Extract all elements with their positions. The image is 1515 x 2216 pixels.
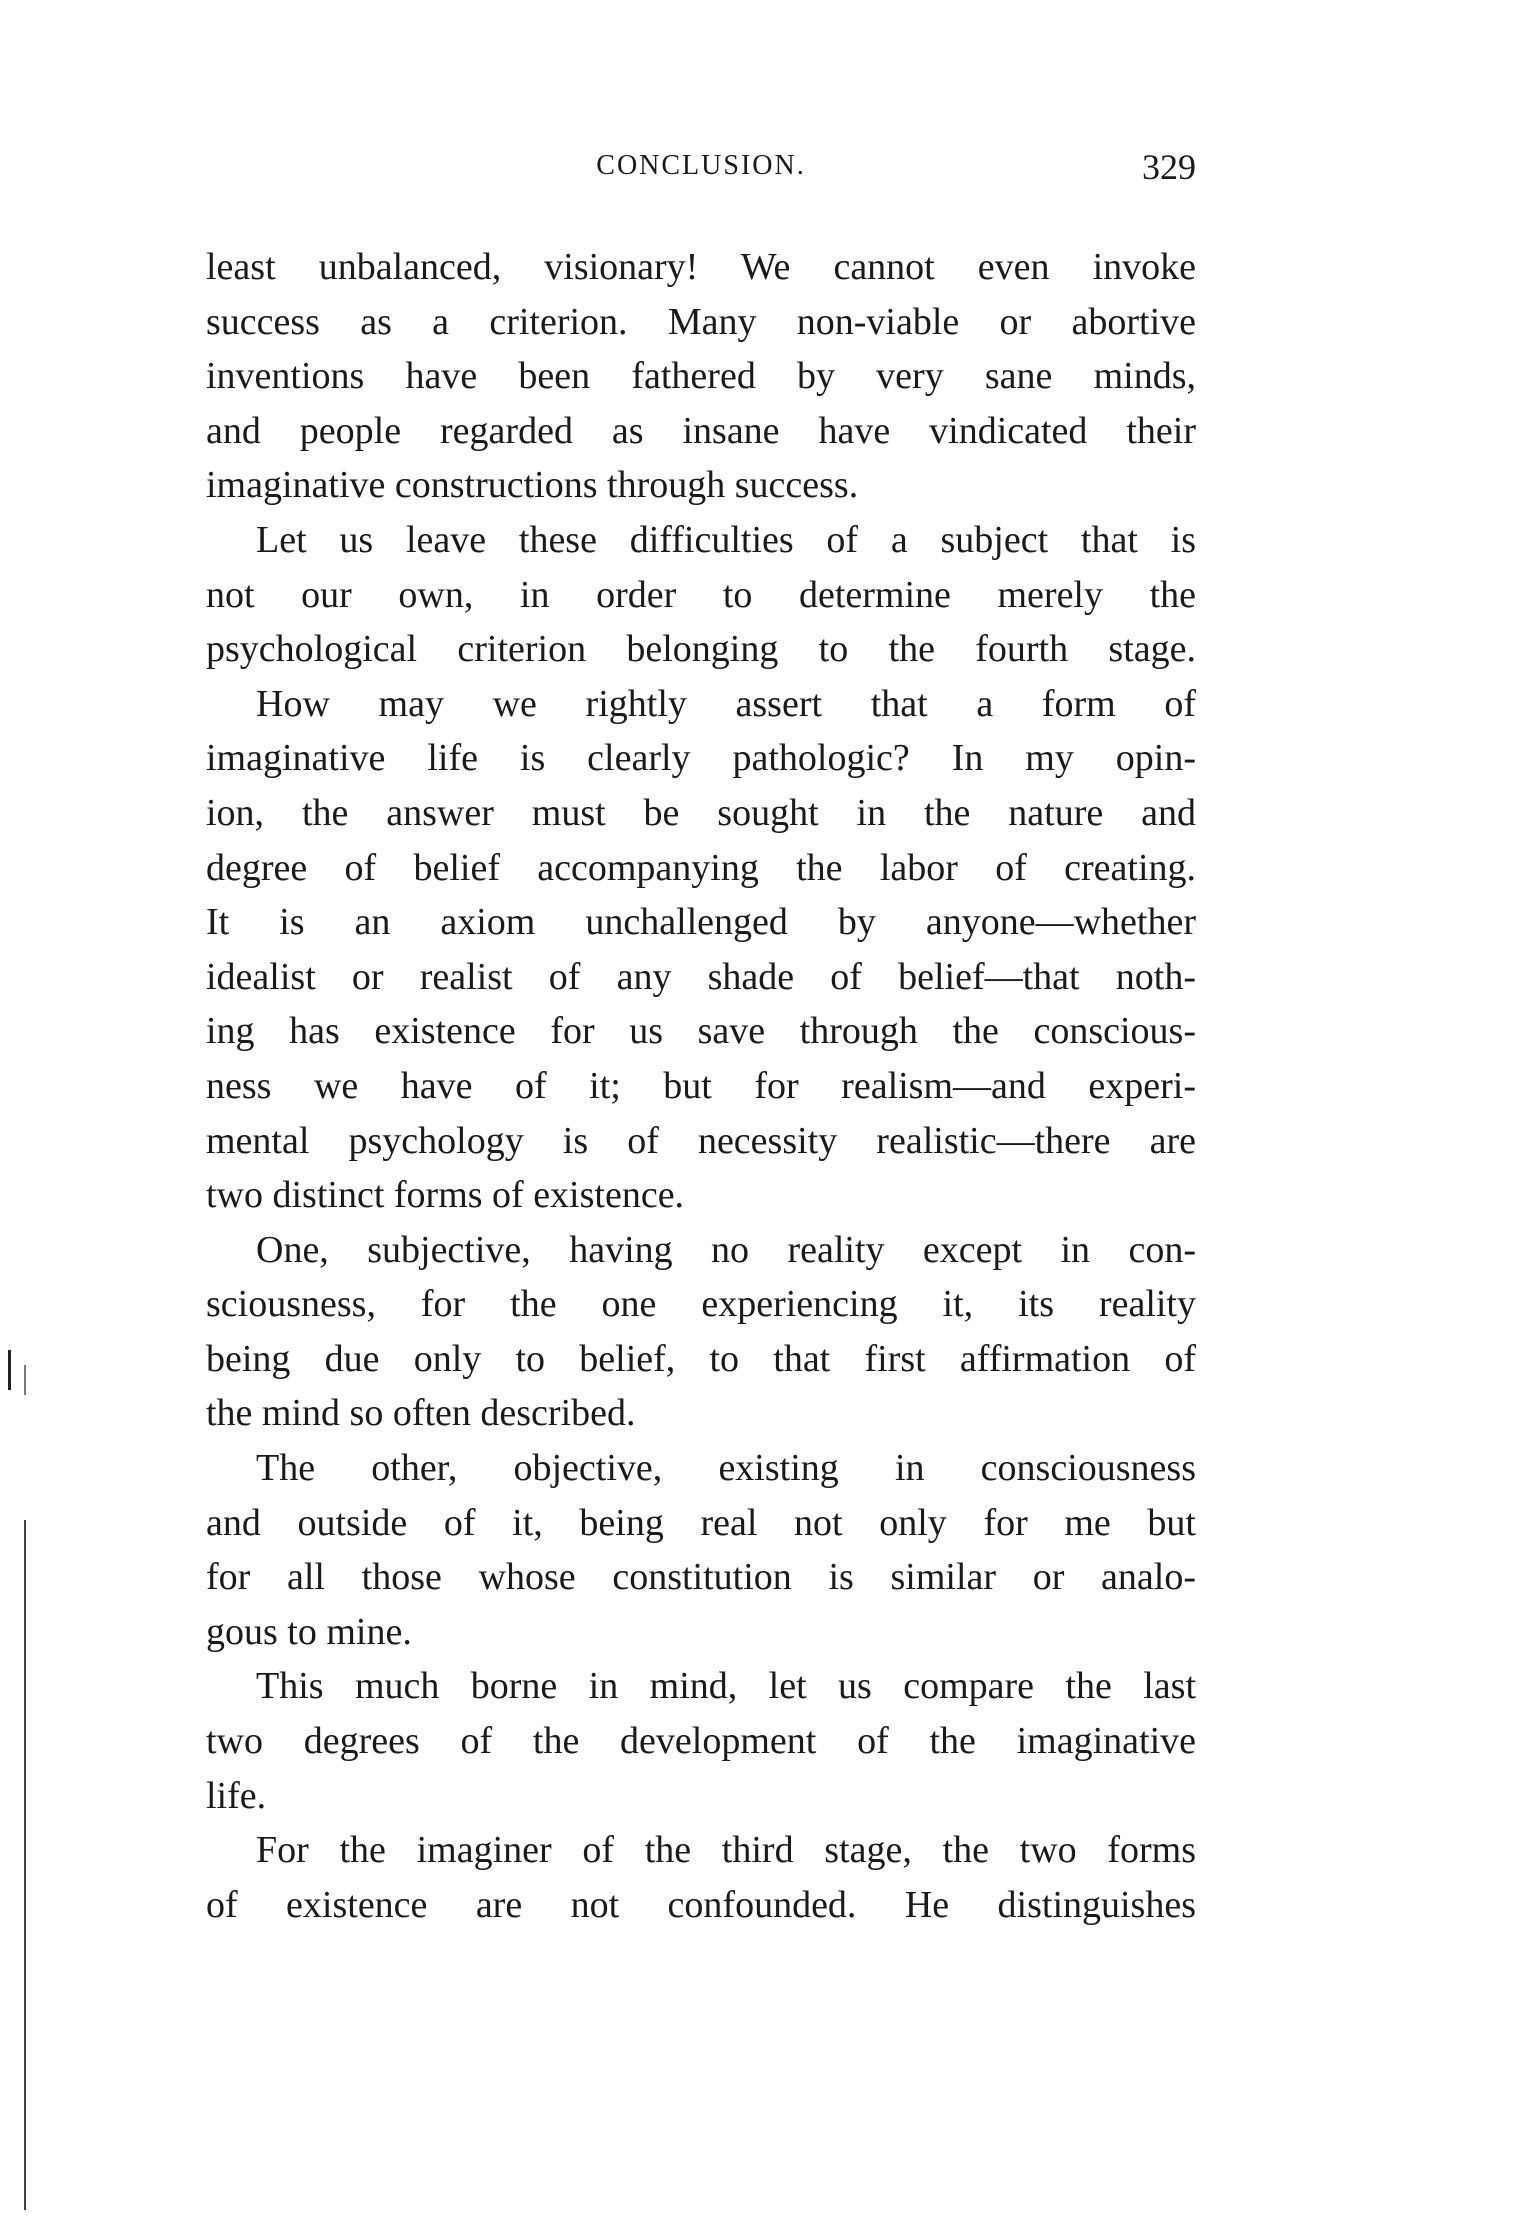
text-line: This much borne in mind, let us compare the last [256,1665,1196,1708]
text-line: for all those whose constitution is similar or analo- [206,1556,1196,1599]
text-line: psychological criterion belonging to the fourth stage. [206,628,1196,671]
gutter-mark [24,1365,26,1395]
text-line: ing has existence for us save through the conscious- [206,1010,1196,1053]
text-line: of existence are not confounded. He distinguishes [206,1883,1196,1926]
text-line: One, subjective, having no reality except in con- [256,1228,1196,1271]
text-line: ness we have of it; but for realism—and experi- [206,1064,1196,1107]
text-line: two degrees of the development of the imaginative [206,1720,1196,1763]
text-line: inventions have been fathered by very sane minds, [206,355,1196,398]
text-line: success as a criterion. Many non-viable or abortive [206,300,1196,343]
text-line: being due only to belief, to that first affirmation of [206,1337,1196,1380]
text-line: Let us leave these difficulties of a subject that is [256,518,1196,561]
gutter-mark [8,1350,11,1390]
gutter-mark [24,1520,26,2210]
text-line: not our own, in order to determine merely the [206,573,1196,616]
text-line: degree of belief accompanying the labor of creating. [206,846,1196,889]
text-line: ion, the answer must be sought in the nature and [206,791,1196,834]
running-head [206,146,1196,196]
text-line: How may we rightly assert that a form of [256,682,1196,725]
text-line: sciousness, for the one experiencing it, its reality [206,1283,1196,1326]
text-line: gous to mine. [206,1610,412,1653]
text-line: the mind so often described. [206,1392,636,1435]
text-line: imaginative constructions through success. [206,464,859,507]
running-title: CONCLUSION. [596,150,806,181]
text-line: and outside of it, being real not only for me but [206,1501,1196,1544]
page-number: 329 [1142,147,1196,187]
text-line: least unbalanced, visionary! We cannot even invoke [206,246,1196,288]
text-line: The other, objective, existing in consciousness [256,1447,1196,1490]
text-line: imaginative life is clearly pathologic? In my opin- [206,737,1196,780]
text-line: For the imaginer of the third stage, the two forms [256,1829,1196,1872]
text-line: two distinct forms of existence. [206,1174,685,1217]
text-line: mental psychology is of necessity realistic—there are [206,1119,1196,1162]
text-line: life. [206,1774,267,1817]
text-line: idealist or realist of any shade of belief—that noth- [206,955,1196,998]
body-text [206,240,1196,1932]
text-line: and people regarded as insane have vindicated their [206,409,1196,452]
text-line: It is an axiom unchallenged by anyone—whether [206,901,1196,944]
